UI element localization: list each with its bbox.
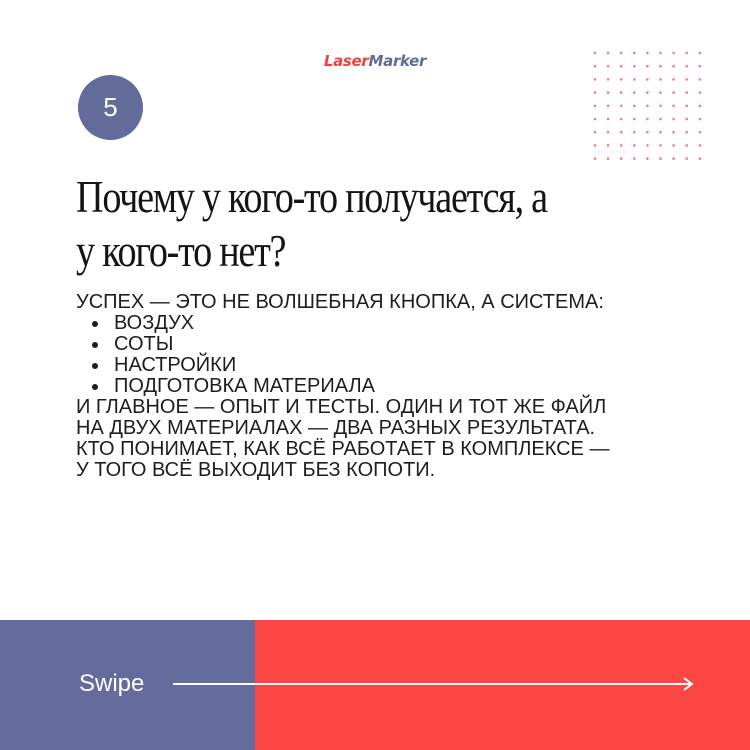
decor-dot — [594, 52, 597, 55]
decor-dot — [659, 78, 662, 81]
bullet-item-honeycomb: СОТЫ — [114, 334, 696, 355]
decor-dot — [620, 65, 623, 68]
decor-dot — [646, 157, 649, 160]
decor-dot — [685, 91, 688, 94]
decor-dot — [699, 52, 702, 55]
decor-dot — [620, 105, 623, 108]
decor-dot — [659, 131, 662, 134]
decor-dot — [633, 65, 636, 68]
heading-line-1: Почему у кого-то получается, а — [76, 171, 547, 222]
decor-dot — [607, 52, 610, 55]
decor-dot — [685, 157, 688, 160]
decor-dot — [620, 157, 623, 160]
decor-dot — [672, 144, 675, 147]
decor-dot — [672, 52, 675, 55]
decor-dot — [672, 91, 675, 94]
decor-dot — [672, 131, 675, 134]
closing-line-2: НА ДВУХ МАТЕРИАЛАХ — ДВА РАЗНЫХ РЕЗУЛЬТАТА. — [76, 417, 596, 439]
decor-dot — [620, 52, 623, 55]
decor-dot — [646, 78, 649, 81]
swipe-label[interactable]: Swipe — [79, 670, 145, 697]
decor-dot — [594, 78, 597, 81]
decor-dot — [659, 91, 662, 94]
decor-dot — [699, 91, 702, 94]
slide-number: 5 — [103, 92, 118, 122]
decor-dot — [594, 118, 597, 121]
decor-dot — [646, 131, 649, 134]
decor-dot — [607, 78, 610, 81]
decor-dot — [607, 91, 610, 94]
decor-dot — [620, 78, 623, 81]
decor-dot — [607, 131, 610, 134]
decor-dot — [672, 65, 675, 68]
logo-part-marker: Marker — [368, 52, 427, 70]
decor-dot — [594, 65, 597, 68]
decor-dot — [607, 144, 610, 147]
decor-dot — [659, 65, 662, 68]
decor-dot — [672, 78, 675, 81]
decor-dot — [699, 157, 702, 160]
bullet-item-air: ВОЗДУХ — [114, 313, 696, 334]
decor-dot — [633, 118, 636, 121]
decor-dot — [685, 52, 688, 55]
heading-line-2: у кого-то нет? — [76, 225, 286, 276]
decor-dot — [699, 105, 702, 108]
decor-dot — [659, 52, 662, 55]
decor-dot — [659, 118, 662, 121]
logo-part-laser: Laser — [323, 52, 369, 70]
decor-dot — [633, 131, 636, 134]
decor-dot — [633, 157, 636, 160]
decor-dot — [646, 65, 649, 68]
slide-number-badge — [78, 75, 143, 140]
closing-line-4: У ТОГО ВСЁ ВЫХОДИТ БЕЗ КОПОТИ. — [76, 459, 436, 481]
decor-dot — [620, 91, 623, 94]
decor-dot — [607, 65, 610, 68]
decor-dot — [646, 118, 649, 121]
decor-dot — [607, 157, 610, 160]
decor-dot — [594, 144, 597, 147]
decor-dot — [699, 144, 702, 147]
decor-dot — [620, 131, 623, 134]
decor-dot — [699, 131, 702, 134]
decor-dot — [672, 118, 675, 121]
decor-dot — [633, 144, 636, 147]
decor-dot — [685, 144, 688, 147]
decor-dot — [685, 118, 688, 121]
decor-dot — [685, 105, 688, 108]
decor-dot — [620, 144, 623, 147]
decor-dot — [672, 157, 675, 160]
slide-heading — [76, 170, 607, 278]
closing-line-1: И ГЛАВНОЕ — ОПЫТ И ТЕСТЫ. ОДИН И ТОТ ЖЕ ФАЙЛ — [76, 396, 607, 418]
decor-dot — [646, 91, 649, 94]
bullet-item-settings: НАСТРОЙКИ — [114, 355, 696, 376]
decor-dot — [659, 144, 662, 147]
decor-dot — [620, 118, 623, 121]
decor-dot — [594, 91, 597, 94]
decor-dot — [607, 105, 610, 108]
decor-dot — [646, 144, 649, 147]
decor-dot — [685, 65, 688, 68]
decor-dot — [699, 65, 702, 68]
decor-dot — [685, 131, 688, 134]
decor-dot — [699, 118, 702, 121]
dot-grid-decoration — [592, 50, 702, 162]
decor-dot — [594, 105, 597, 108]
decor-dot — [659, 157, 662, 160]
decor-dot — [685, 78, 688, 81]
arrow-right-icon[interactable] — [173, 676, 695, 692]
decor-dot — [699, 78, 702, 81]
bullet-item-material-prep: ПОДГОТОВКА МАТЕРИАЛА — [114, 376, 696, 397]
decor-dot — [659, 105, 662, 108]
decor-dot — [633, 105, 636, 108]
closing-line-3: КТО ПОНИМАЕТ, КАК ВСЁ РАБОТАЕТ В КОМПЛЕКСЕ — — [76, 438, 610, 460]
decor-dot — [633, 78, 636, 81]
intro-text: УСПЕХ — ЭТО НЕ ВОЛШЕБНАЯ КНОПКА, А СИСТЕМА: — [76, 291, 604, 313]
bullet-list — [76, 313, 696, 397]
decor-dot — [607, 118, 610, 121]
decor-dot — [646, 52, 649, 55]
decor-dot — [594, 157, 597, 160]
decor-dot — [594, 131, 597, 134]
decor-dot — [672, 105, 675, 108]
decor-dot — [633, 91, 636, 94]
decor-dot — [646, 105, 649, 108]
decor-dot — [633, 52, 636, 55]
body-copy — [76, 292, 696, 481]
